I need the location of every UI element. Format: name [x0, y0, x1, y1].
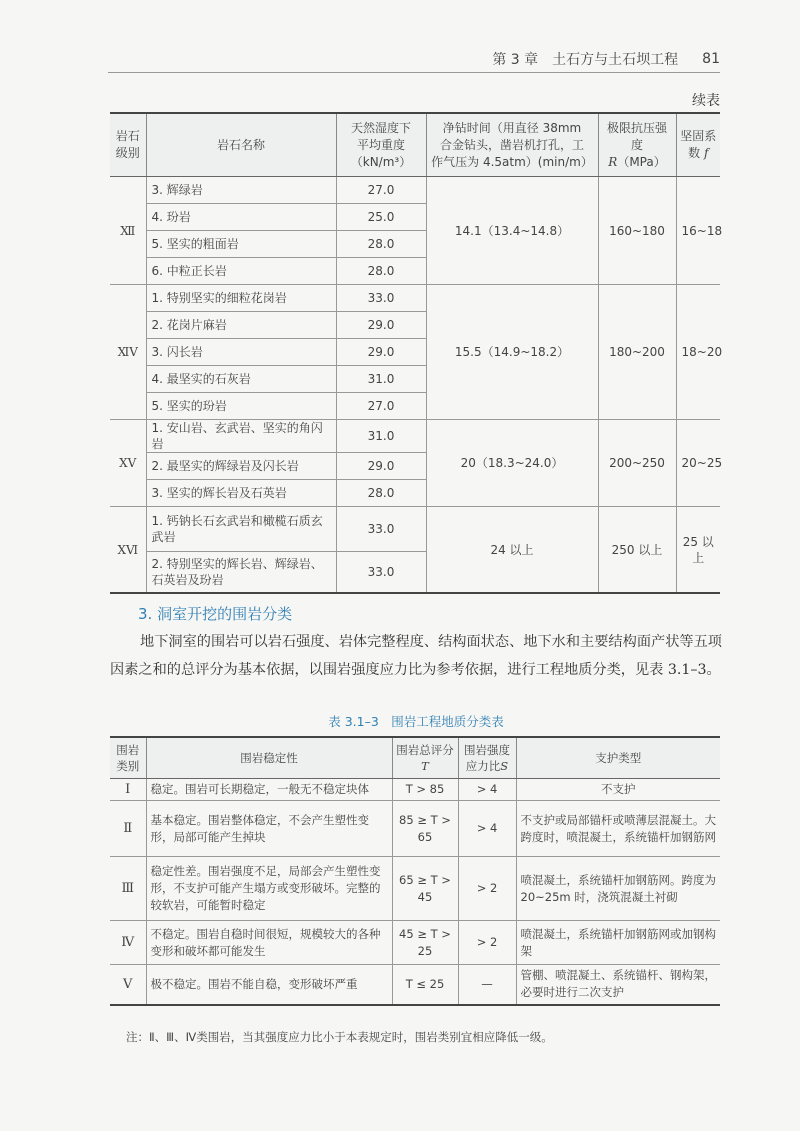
- table-row: [110, 507, 720, 552]
- rock-class: Ⅰ: [110, 779, 146, 801]
- header-coefficient: [676, 113, 720, 177]
- drill-time: 20（18.3~24.0）: [426, 420, 598, 507]
- unit-weight: 31.0: [336, 366, 426, 393]
- total-score: T ≤ 25: [392, 965, 458, 1005]
- unit-weight: 33.0: [336, 285, 426, 312]
- body-paragraph: 地下洞室的围岩可以岩石强度、岩体完整程度、结构面状态、地下水和主要结构面产状等五项因素之和的总评分为基本依据，以围岩强度应力比为参考依据，进行工程地质分类，见表 3.1–3。: [110, 634, 722, 678]
- rock-name: 4. 玢岩: [146, 204, 336, 231]
- rock-name: 3. 闪长岩: [146, 339, 336, 366]
- header-support: 支护类型: [516, 737, 720, 779]
- stability-description: 稳定性差。围岩强度不足，局部会产生塑性变形，不支护可能产生塌方或变形破坏。完整的较软岩，可能暂时稳定: [146, 857, 392, 921]
- header-coefficient-label: 坚固系数: [680, 129, 717, 160]
- total-score: 65 ≥ T > 45: [392, 857, 458, 921]
- rock-class: Ⅲ: [110, 857, 146, 921]
- total-score: 45 ≥ T > 25: [392, 921, 458, 965]
- header-weight: 天然湿度下 平均重度 （kN/m³）: [336, 113, 426, 177]
- rock-name: 1. 安山岩、玄武岩、坚实的角闪岩: [146, 420, 336, 453]
- strength-stress-ratio: > 2: [458, 921, 516, 965]
- support-type: 喷混凝土，系统锚杆加钢筋网。跨度为 20~25m 时，浇筑混凝土衬砌: [516, 857, 720, 921]
- rock-name: 2. 花岗片麻岩: [146, 312, 336, 339]
- surrounding-rock-table: [110, 736, 720, 1006]
- unit-weight: 28.0: [336, 231, 426, 258]
- header-score: [392, 737, 458, 779]
- strength-stress-ratio: —: [458, 965, 516, 1005]
- header-ratio-label: 围岩强度 应力比: [464, 743, 510, 773]
- chapter-title: 第 3 章 土石方与土石坝工程: [492, 52, 679, 68]
- table-row: [110, 965, 720, 1005]
- firmness-coefficient: 16~18: [676, 177, 720, 285]
- rock-name: 5. 坚实的玢岩: [146, 393, 336, 420]
- drill-time: 14.1（13.4~14.8）: [426, 177, 598, 285]
- header-strength: [598, 113, 676, 177]
- rock-classification-table: [110, 112, 723, 594]
- rock-class: Ⅴ: [110, 965, 146, 1005]
- page-header: [108, 44, 720, 74]
- total-score: T > 85: [392, 779, 458, 801]
- unit-weight: 33.0: [336, 552, 426, 594]
- strength-stress-ratio: > 4: [458, 801, 516, 857]
- rock-level: ⅩⅥ: [110, 507, 146, 594]
- compressive-strength: 180~200: [598, 285, 676, 420]
- strength-stress-ratio: > 2: [458, 857, 516, 921]
- header-score-var: T: [421, 759, 429, 773]
- firmness-coefficient: 20~25: [676, 420, 720, 507]
- unit-weight: 25.0: [336, 204, 426, 231]
- strength-stress-ratio: > 4: [458, 779, 516, 801]
- unit-weight: 28.0: [336, 258, 426, 285]
- header-coefficient-var: f: [703, 146, 709, 160]
- rock-class: Ⅱ: [110, 801, 146, 857]
- unit-weight: 29.0: [336, 339, 426, 366]
- unit-weight: 33.0: [336, 507, 426, 552]
- rock-class: Ⅳ: [110, 921, 146, 965]
- compressive-strength: 160~180: [598, 177, 676, 285]
- rock-name: 1. 钙钠长石玄武岩和橄榄石质玄武岩: [146, 507, 336, 552]
- unit-weight: 27.0: [336, 393, 426, 420]
- firmness-coefficient: 25 以上: [676, 507, 720, 594]
- table-row: [110, 779, 720, 801]
- continued-label: 续表: [692, 93, 720, 109]
- rock-name: 2. 特别坚实的辉长岩、辉绿岩、石英岩及玢岩: [146, 552, 336, 594]
- header-strength-var: R: [608, 154, 618, 169]
- table-row: [110, 921, 720, 965]
- table-note: 注：Ⅱ、Ⅲ、Ⅳ类围岩，当其强度应力比小于本表规定时，围岩类别宜相应降低一级。: [126, 1030, 553, 1044]
- stability-description: 基本稳定。围岩整体稳定，不会产生塑性变形，局部可能产生掉块: [146, 801, 392, 857]
- drill-time: 15.5（14.9~18.2）: [426, 285, 598, 420]
- header-class: 围岩 类别: [110, 737, 146, 779]
- header-strength-unit: （MPa）: [617, 154, 666, 169]
- header-drill-time: 净钻时间（用直径 38mm 合金钻头，凿岩机打孔，工 作气压为 4.5atm）(min/m）: [426, 113, 598, 177]
- rock-level: ⅩⅤ: [110, 420, 146, 507]
- unit-weight: 28.0: [336, 480, 426, 507]
- rock-name: 3. 辉绿岩: [146, 177, 336, 204]
- rock-level: Ⅻ: [110, 177, 146, 285]
- support-type: 不支护: [516, 779, 720, 801]
- header-stability: 围岩稳定性: [146, 737, 392, 779]
- page-number: 81: [702, 51, 720, 67]
- support-type: 喷混凝土，系统锚杆加钢筋网或加钢构架: [516, 921, 720, 965]
- header-rule: [108, 72, 720, 73]
- header-strength-label: 极限抗压强度: [606, 120, 667, 152]
- header-level: 岩石 级别: [110, 113, 146, 177]
- table-caption: 表 3.1–3 围岩工程地质分类表: [328, 714, 504, 729]
- section-title: 3. 洞室开挖的围岩分类: [138, 605, 293, 623]
- rock-level: ⅪⅤ: [110, 285, 146, 420]
- support-type: 不支护或局部锚杆或喷薄层混凝土。大跨度时，喷混凝土，系统锚杆加钢筋网: [516, 801, 720, 857]
- table-row: [110, 420, 720, 453]
- stability-description: 稳定。围岩可长期稳定，一般无不稳定块体: [146, 779, 392, 801]
- rock-name: 4. 最坚实的石灰岩: [146, 366, 336, 393]
- support-type: 管棚、喷混凝土、系统锚杆、钢构架，必要时进行二次支护: [516, 965, 720, 1005]
- header-score-label: 围岩总评分: [396, 743, 454, 757]
- rock-name: 1. 特别坚实的细粒花岗岩: [146, 285, 336, 312]
- header-ratio-var: S: [500, 759, 509, 773]
- firmness-coefficient: 18~20: [676, 285, 720, 420]
- table-row: [110, 285, 720, 312]
- rock-name: 6. 中粒正长岩: [146, 258, 336, 285]
- unit-weight: 31.0: [336, 420, 426, 453]
- compressive-strength: 200~250: [598, 420, 676, 507]
- stability-description: 极不稳定。围岩不能自稳，变形破坏严重: [146, 965, 392, 1005]
- unit-weight: 29.0: [336, 453, 426, 480]
- total-score: 85 ≥ T > 65: [392, 801, 458, 857]
- header-ratio: [458, 737, 516, 779]
- unit-weight: 27.0: [336, 177, 426, 204]
- table-row: [110, 177, 720, 204]
- compressive-strength: 250 以上: [598, 507, 676, 594]
- stability-description: 不稳定。围岩自稳时间很短，规模较大的各种变形和破坏都可能发生: [146, 921, 392, 965]
- table-row: [110, 857, 720, 921]
- header-name: 岩石名称: [146, 113, 336, 177]
- table-header-row: [110, 737, 720, 779]
- rock-name: 2. 最坚实的辉绿岩及闪长岩: [146, 453, 336, 480]
- rock-name: 5. 坚实的粗面岩: [146, 231, 336, 258]
- drill-time: 24 以上: [426, 507, 598, 594]
- rock-name: 3. 坚实的辉长岩及石英岩: [146, 480, 336, 507]
- table-row: [110, 801, 720, 857]
- unit-weight: 29.0: [336, 312, 426, 339]
- table-header-row: [110, 113, 720, 177]
